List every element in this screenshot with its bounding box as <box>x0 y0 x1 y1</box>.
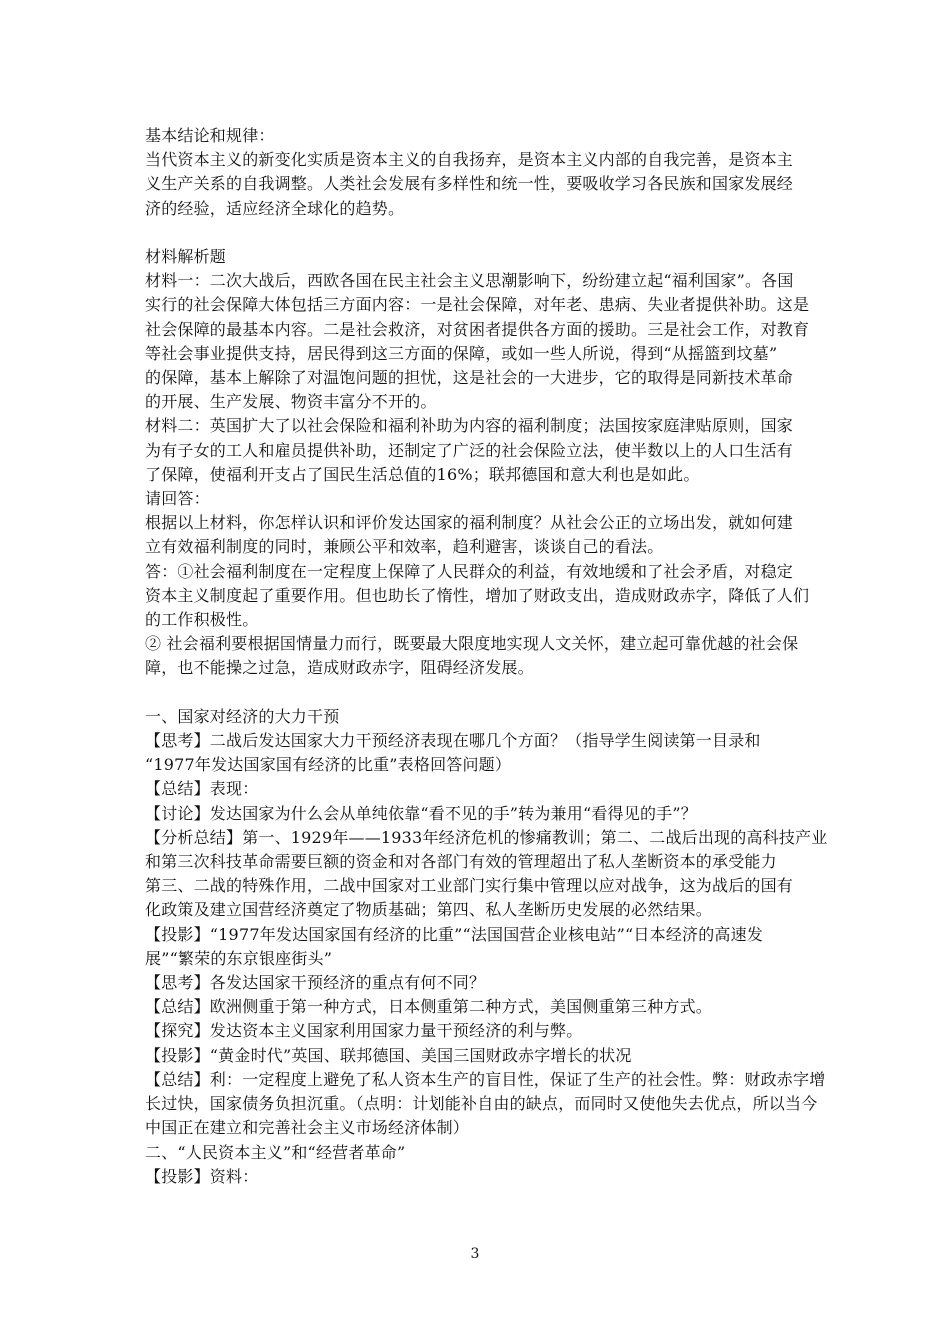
blank-line <box>145 221 813 245</box>
text-line: 障，也不能操之过急，造成财政赤字，阻碍经济发展。 <box>145 658 534 678</box>
text-line: 中国正在建立和完善社会主义市场经济体制） <box>145 1118 470 1138</box>
text-line: 答：①社会福利制度在一定程度上保障了人民群众的利益，有效地缓和了社会矛盾，对稳定 <box>145 561 794 581</box>
text-line: 【投影】“1977年发达国家国有经济的比重”“法国国营企业核电站”“日本经济的高速发 <box>145 924 764 944</box>
text-line: 立有效福利制度的同时，兼顾公平和效率，趋利避害，谈谈自己的看法。 <box>145 537 664 557</box>
text-line: 展”“繁荣的东京银座街头” <box>145 948 333 968</box>
text-line: 【总结】表现： <box>145 779 259 799</box>
text-line: 长过快，国家债务负担沉重。（点明：计划能补自由的缺点，而同时又使他失去优点，所以当今 <box>145 1094 818 1114</box>
text-line: ② 社会福利要根据国情量力而行，既要最大限度地实现人文关怀，建立起可靠优越的社会保 <box>145 634 799 654</box>
text-line: 一、国家对经济的大力干预 <box>145 706 340 726</box>
text-line: 和第三次科技革命需要巨额的资金和对各部门有效的管理超出了私人垄断资本的承受能力 <box>145 852 777 872</box>
text-line: 当代资本主义的新变化实质是资本主义的自我扬弃，是资本主义内部的自我完善，是资本主 <box>145 150 794 170</box>
text-line: 义生产关系的自我调整。人类社会发展有多样性和统一性，要吸收学习各民族和国家发展经 <box>145 174 794 194</box>
text-line: 【总结】欧洲侧重于第一种方式，日本侧重第二种方式，美国侧重第三种方式。 <box>145 997 713 1017</box>
text-line: 等社会事业提供支持，居民得到这三方面的保障，或如一些人所说，得到“从摇篮到坟墓” <box>145 343 778 363</box>
text-line: 材料解析题 <box>145 247 227 266</box>
text-line: 【思考】二战后发达国家大力干预经济表现在哪几个方面？（指导学生阅读第一目录和 <box>145 731 761 751</box>
text-line: 的保障，基本上解除了对温饱问题的担忧，这是社会的一大进步，它的取得是同新技术革命 <box>145 368 794 388</box>
text-line: 济的经验，适应经济全球化的趋势。 <box>145 198 405 218</box>
text-line: 的工作积极性。 <box>145 610 259 630</box>
text-line: 根据以上材料，你怎样认识和评价发达国家的福利制度？从社会公正的立场出发，就如何建 <box>145 513 794 533</box>
text-line: 了保障，使福利开支占了国民生活总值的16%；联邦德国和意大利也是如此。 <box>145 464 700 484</box>
text-line: 请回答： <box>145 489 210 509</box>
text-line: 为有子女的工人和雇员提供补助，还制定了广泛的社会保险立法，使半数以上的人口生活有 <box>145 440 794 460</box>
blank-line <box>145 681 813 705</box>
text-line: 的开展、生产发展、物资丰富分不开的。 <box>145 392 437 412</box>
text-line: 【讨论】发达国家为什么会从单纯依靠“看不见的手”转为兼用“看得见的手”？ <box>145 803 697 823</box>
text-line: 【投影】资料： <box>145 1166 259 1186</box>
text-line: 二、“人民资本主义”和“经营者革命” <box>145 1142 406 1162</box>
text-line: “1977年发达国家国有经济的比重”表格回答问题） <box>145 755 512 775</box>
text-line: 【探究】发达资本主义国家利用国家力量干预经济的利与弊。 <box>145 1021 583 1041</box>
text-line: 材料二：英国扩大了以社会保险和福利补助为内容的福利制度；法国按家庭津贴原则，国家 <box>145 416 794 436</box>
text-line: 基本结论和规律： <box>145 126 275 145</box>
text-line: 【分析总结】第一、1929年——1933年经济危机的惨痛教训；第二、二战后出现的高科技产业 <box>145 827 828 847</box>
page-number: 3 <box>470 1246 480 1262</box>
document-body <box>145 124 828 1189</box>
text-line: 社会保障的最基本内容。二是社会救济，对贫困者提供各方面的援助。三是社会工作，对教育 <box>145 319 810 339</box>
text-line: 资本主义制度起了重要作用。但也助长了惰性，增加了财政支出，造成财政赤字，降低了人们 <box>145 585 810 605</box>
text-line: 【思考】各发达国家干预经济的重点有何不同？ <box>145 973 486 993</box>
text-line: 材料一：二次大战后，西欧各国在民主社会主义思潮影响下，纷纷建立起“福利国家”。各国 <box>145 271 794 291</box>
text-line: 实行的社会保障大体包括三方面内容：一是社会保障，对年老、患病、失业者提供补助。这是 <box>145 295 810 315</box>
text-line: 【投影】“黄金时代”英国、联邦德国、美国三国财政赤字增长的状况 <box>145 1045 632 1065</box>
text-line: 化政策及建立国营经济奠定了物质基础；第四、私人垄断历史发展的必然结果。 <box>145 900 713 920</box>
text-line: 第三、二战的特殊作用，二战中国家对工业部门实行集中管理以应对战争，这为战后的国有 <box>145 876 794 896</box>
text-line: 【总结】利：一定程度上避免了私人资本生产的盲目性，保证了生产的社会性。弊：财政赤字增 <box>145 1069 826 1089</box>
